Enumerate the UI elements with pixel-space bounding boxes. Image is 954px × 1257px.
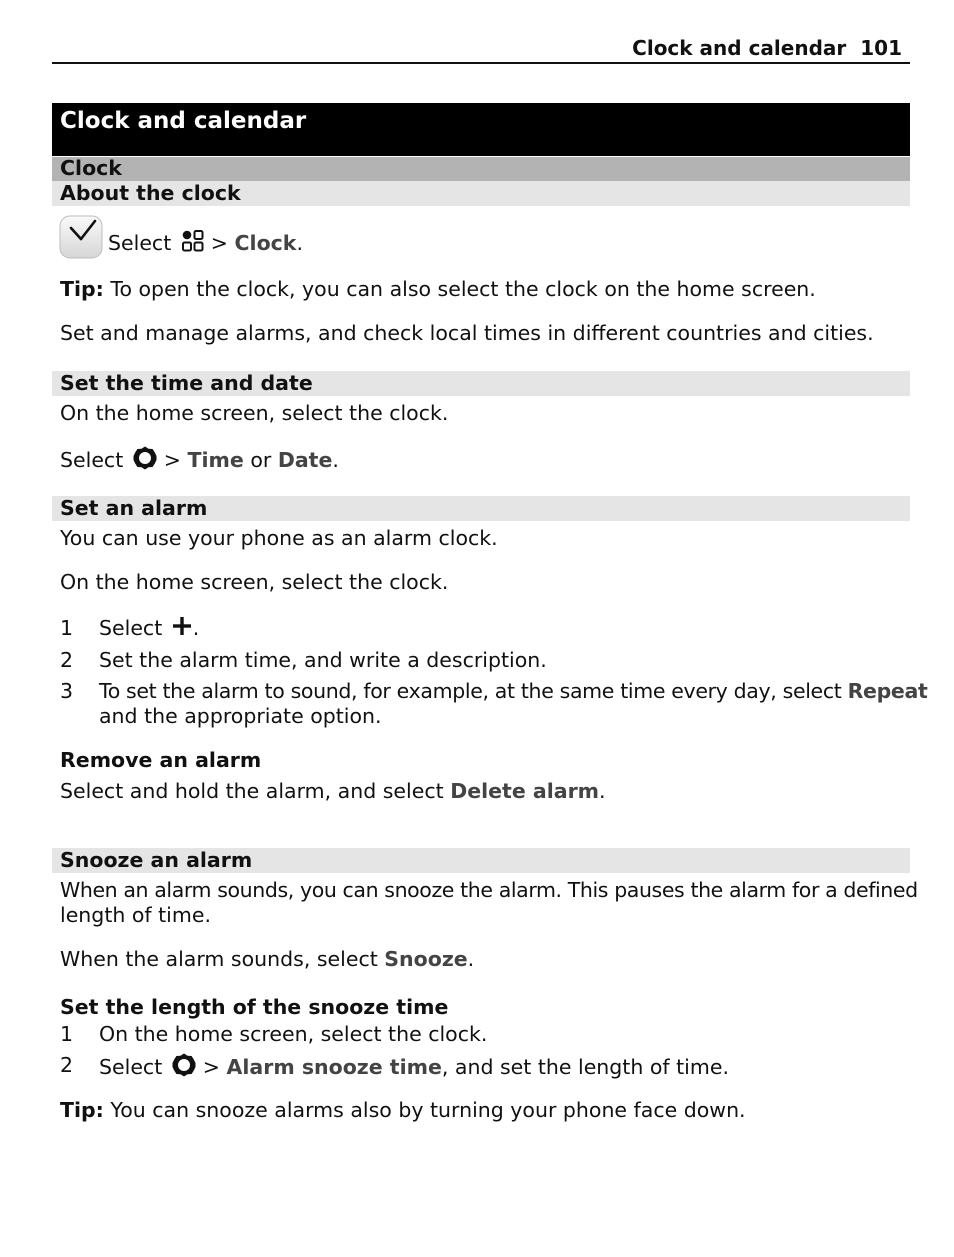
path-separator: > bbox=[202, 1055, 220, 1079]
step-rest: , and set the length of time. bbox=[441, 1055, 729, 1079]
ui-date: Date bbox=[277, 448, 333, 472]
tip-snooze bbox=[60, 1097, 746, 1123]
subsection-title-set-alarm: Set an alarm bbox=[60, 496, 208, 520]
step-number: 1 bbox=[60, 616, 74, 640]
running-title: Clock and calendar bbox=[632, 36, 847, 60]
tip-text: To open the clock, you can also select the clock on the home screen. bbox=[110, 277, 816, 301]
header-rule bbox=[52, 62, 910, 64]
select-word: Select bbox=[60, 448, 124, 472]
alarm-paragraph-2: On the home screen, select the clock. bbox=[60, 570, 449, 594]
alarm-paragraph-1: You can use your phone as an alarm clock. bbox=[60, 526, 498, 550]
ui-delete-alarm: Delete alarm bbox=[450, 779, 600, 803]
about-clock-instruction bbox=[108, 229, 303, 259]
running-header bbox=[632, 36, 902, 60]
alarm-step-2: Set the alarm time, and write a description. bbox=[99, 648, 547, 672]
step-number: 2 bbox=[60, 648, 74, 672]
ui-time: Time bbox=[187, 448, 244, 472]
subsection-title-time-date: Set the time and date bbox=[60, 371, 313, 395]
tip-text: You can snooze alarms also by turning your phone face down. bbox=[110, 1098, 746, 1122]
ui-clock: Clock bbox=[234, 231, 297, 255]
alarm-step-3 bbox=[99, 678, 927, 704]
clock-app-icon bbox=[59, 215, 103, 259]
path-separator: > bbox=[163, 448, 181, 472]
snooze-paragraph-2 bbox=[60, 946, 474, 972]
ui-snooze: Snooze bbox=[384, 947, 468, 971]
settings-gear-icon bbox=[171, 1052, 197, 1084]
path-separator: > bbox=[210, 231, 228, 255]
period: . bbox=[599, 779, 606, 803]
step-text: Select bbox=[99, 1055, 163, 1079]
subsection-title-snooze: Snooze an alarm bbox=[60, 848, 253, 872]
page-number: 101 bbox=[860, 36, 902, 60]
snooze-paragraph-line-2: length of time. bbox=[60, 903, 211, 927]
period: . bbox=[332, 448, 339, 472]
ui-alarm-snooze-time: Alarm snooze time bbox=[226, 1055, 442, 1079]
snooze-text: When the alarm sounds, select bbox=[60, 947, 378, 971]
ui-repeat: Repeat bbox=[847, 679, 928, 703]
snooze-step-1: On the home screen, select the clock. bbox=[99, 1022, 488, 1046]
step-text: To set the alarm to sound, for example, at the same time every day, select bbox=[99, 679, 842, 703]
subsection-title-about-clock: About the clock bbox=[60, 181, 241, 205]
apps-menu-icon bbox=[181, 229, 205, 259]
section-title-clock: Clock bbox=[60, 156, 122, 180]
about-clock-paragraph: Set and manage alarms, and check local times in different countries and cities. bbox=[60, 321, 874, 345]
remove-text: Select and hold the alarm, and select bbox=[60, 779, 444, 803]
alarm-step-1 bbox=[99, 615, 199, 643]
period: . bbox=[296, 231, 303, 255]
tip-label: Tip: bbox=[60, 1098, 104, 1122]
settings-gear-icon bbox=[132, 445, 158, 477]
alarm-step-3-cont: and the appropriate option. bbox=[99, 704, 382, 728]
chapter-title: Clock and calendar bbox=[60, 108, 307, 134]
period: . bbox=[467, 947, 475, 971]
or-word: or bbox=[250, 448, 272, 472]
step-number: 3 bbox=[60, 679, 74, 703]
section-bar-clock bbox=[52, 157, 910, 181]
step-number: 1 bbox=[60, 1022, 74, 1046]
snooze-step-2 bbox=[99, 1052, 729, 1084]
remove-alarm-heading: Remove an alarm bbox=[60, 748, 262, 772]
tip-open-clock bbox=[60, 276, 816, 302]
step-text: Select bbox=[99, 616, 163, 640]
period: . bbox=[192, 616, 200, 640]
snooze-length-heading: Set the length of the snooze time bbox=[60, 995, 449, 1019]
select-word: Select bbox=[108, 231, 172, 255]
time-date-paragraph: On the home screen, select the clock. bbox=[60, 401, 449, 425]
time-date-instruction bbox=[60, 445, 339, 477]
add-plus-icon bbox=[171, 615, 193, 643]
tip-label: Tip: bbox=[60, 277, 104, 301]
remove-alarm-text bbox=[60, 778, 606, 804]
snooze-paragraph-line-1: When an alarm sounds, you can snooze the alarm. This pauses the alarm for a defined bbox=[60, 878, 918, 902]
step-number: 2 bbox=[60, 1053, 74, 1077]
